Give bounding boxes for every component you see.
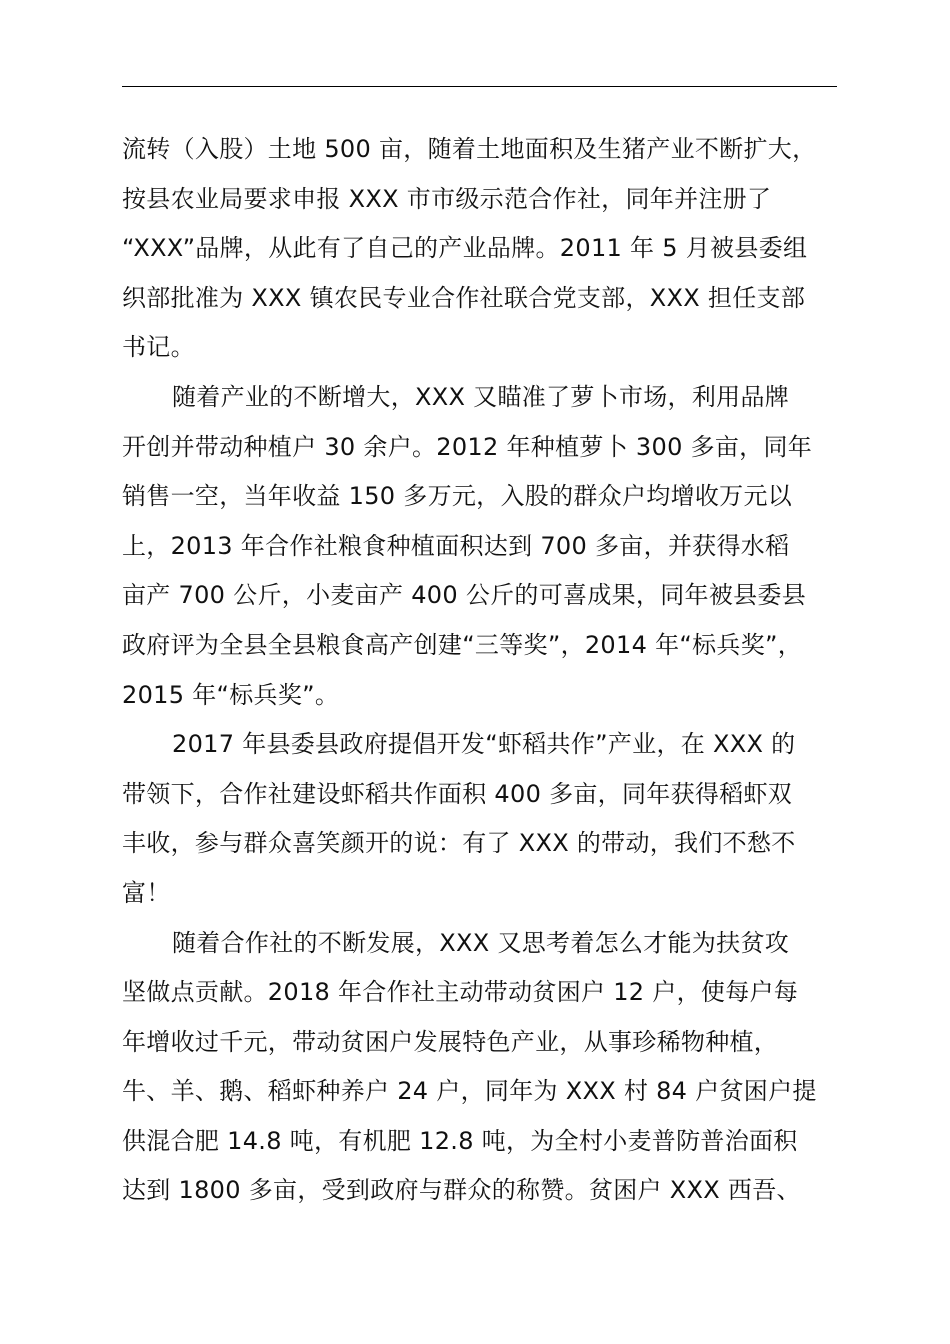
text-line: 流转（入股）土地 500 亩，随着土地面积及生猪产业不断扩大， bbox=[122, 135, 817, 163]
text-line: 销售一空，当年收益 150 多万元，入股的群众户均增收万元以 bbox=[122, 482, 793, 511]
text-line: 年增收过千元，带动贫困户发展特色产业，从事珍稀物种植， bbox=[122, 1027, 779, 1056]
text-line: 坚做点贡献。2018 年合作社主动带动贫困户 12 户，使每户每 bbox=[122, 978, 799, 1007]
text-line: 牛、羊、鹅、稻虾种养户 24 户，同年为 XXX 村 84 户贫困户提 bbox=[122, 1077, 817, 1106]
text-line: 政府评为全县全县粮食高产创建“三等奖”，2014 年“标兵奖”， bbox=[122, 630, 803, 659]
paragraph-start-line: 2017 年县委县政府提倡开发“虾稻共作”产业，在 XXX 的 bbox=[172, 730, 796, 759]
text-line: 亩产 700 公斤，小麦亩产 400 公斤的可喜成果，同年被县委县 bbox=[122, 581, 807, 610]
text-line: 织部批准为 XXX 镇农民专业合作社联合党支部，XXX 担任支部 bbox=[122, 283, 806, 312]
text-line: 开创并带动种植户 30 余户。2012 年种植萝卜 300 多亩，同年 bbox=[122, 432, 813, 461]
text-line: 2015 年“标兵奖”。 bbox=[122, 680, 340, 709]
text-line: 按县农业局要求申报 XXX 市市级示范合作社，同年并注册了 bbox=[122, 184, 772, 213]
header-rule bbox=[122, 86, 837, 87]
text-line: 达到 1800 多亩，受到政府与群众的称赞。贫困户 XXX 西吾、 bbox=[122, 1176, 801, 1205]
document-body bbox=[122, 125, 837, 1216]
text-line: 书记。 bbox=[122, 333, 195, 362]
text-line: 丰收，参与群众喜笑颜开的说：有了 XXX 的带动，我们不愁不 bbox=[122, 829, 796, 858]
paragraph-start-line: 随着产业的不断增大，XXX 又瞄准了萝卜市场，利用品牌 bbox=[172, 382, 790, 411]
text-line: 上，2013 年合作社粮食种植面积达到 700 多亩，并获得水稻 bbox=[122, 531, 790, 560]
paragraph-start-line: 随着合作社的不断发展，XXX 又思考着怎么才能为扶贫攻 bbox=[172, 928, 790, 957]
text-line: 带领下，合作社建设虾稻共作面积 400 多亩，同年获得稻虾双 bbox=[122, 779, 793, 808]
text-line: 供混合肥 14.8 吨，有机肥 12.8 吨，为全村小麦普防普治面积 bbox=[122, 1126, 798, 1155]
text-line: “XXX”品牌，从此有了自己的产业品牌。2011 年 5 月被县委组 bbox=[122, 234, 808, 263]
text-line: 富！ bbox=[122, 878, 171, 907]
